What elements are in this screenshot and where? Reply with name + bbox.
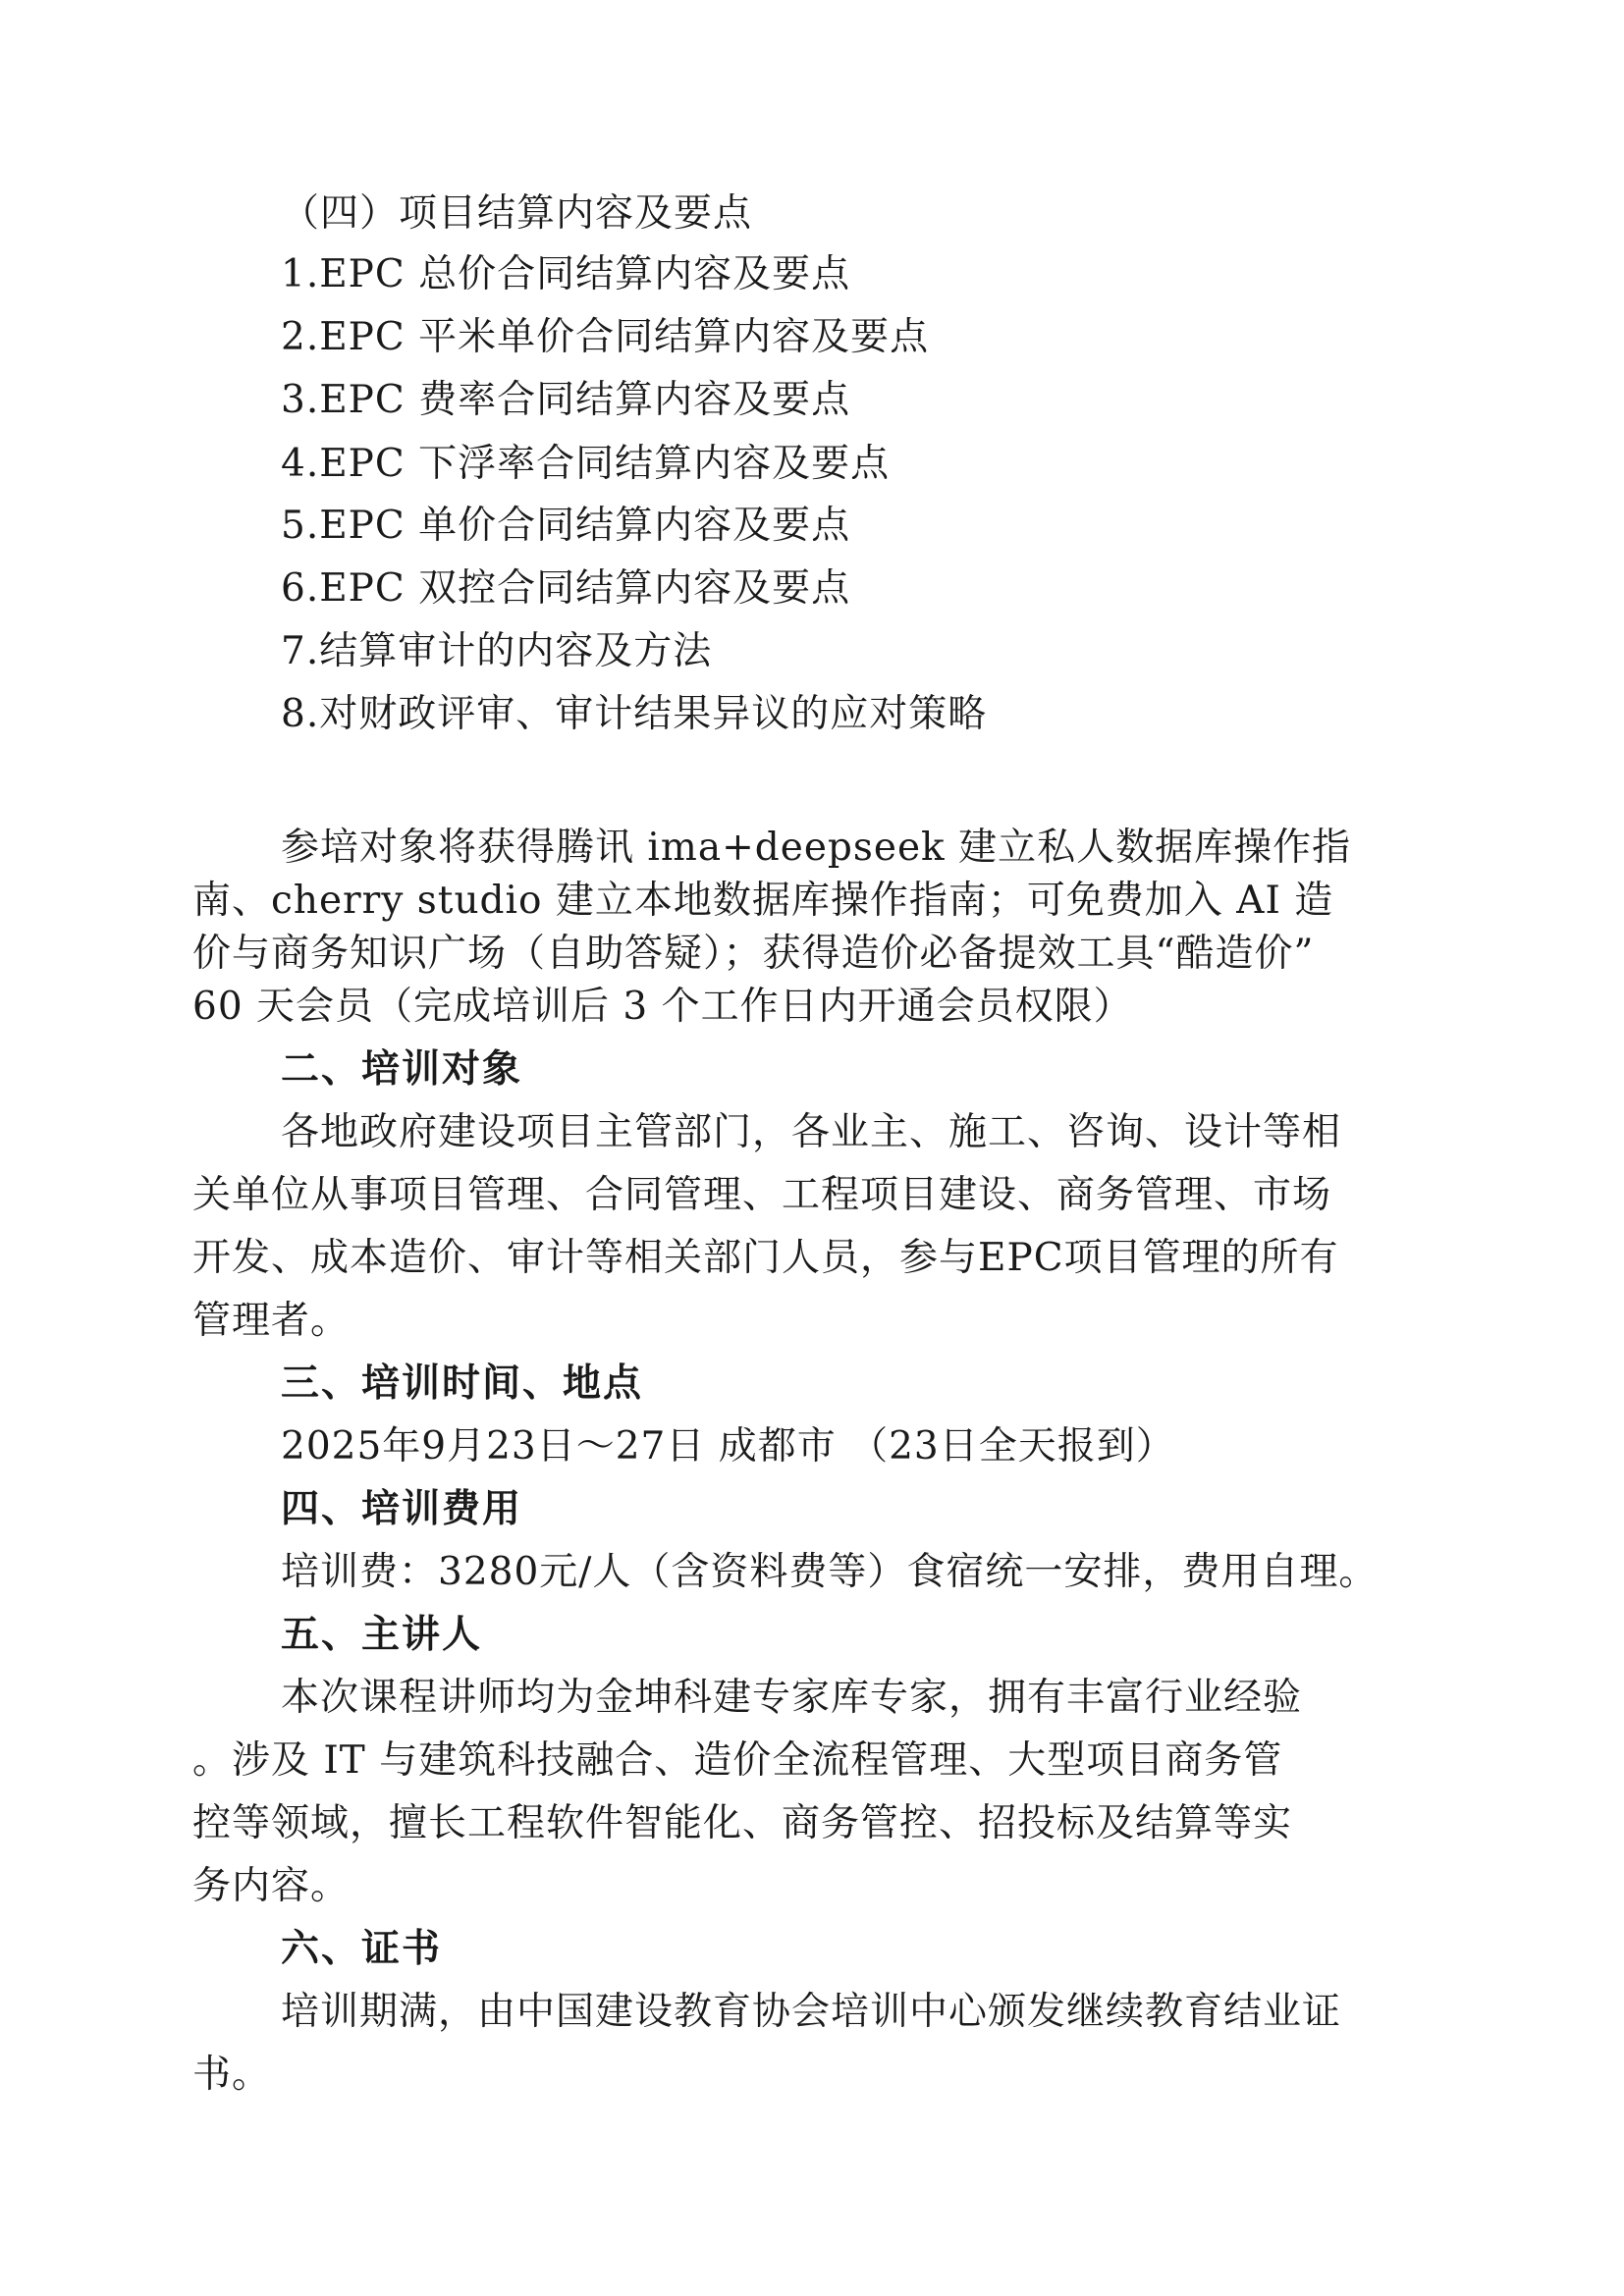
paragraph-line: 控等领域，擅长工程软件智能化、商务管控、招投标及结算等实 <box>192 1801 1293 1845</box>
paragraph-line: 管理者。 <box>192 1299 351 1343</box>
paragraph-line: 关单位从事项目管理、合同管理、工程项目建设、商务管理、市场 <box>192 1173 1332 1217</box>
list-item: 2.EPC 平米单价合同结算内容及要点 <box>281 315 930 359</box>
section-heading: 五、主讲人 <box>281 1613 483 1657</box>
paragraph-line: 参培对象将获得腾讯 ima+deepseek 建立私人数据库操作指 <box>281 826 1352 870</box>
section-heading: 二、培训对象 <box>281 1047 523 1092</box>
list-item: 4.EPC 下浮率合同结算内容及要点 <box>281 442 891 486</box>
schedule-text: 2025年9月23日～27日 成都市 （23日全天报到） <box>281 1424 1175 1468</box>
paragraph-line: 本次课程讲师均为金坤科建专家库专家，拥有丰富行业经验 <box>281 1676 1303 1720</box>
list-item: 5.EPC 单价合同结算内容及要点 <box>281 504 851 548</box>
paragraph-line: 60 天会员（完成培训后 3 个工作日内开通会员权限） <box>192 985 1133 1029</box>
paragraph-line: 各地政府建设项目主管部门，各业主、施工、咨询、设计等相 <box>281 1110 1342 1154</box>
list-item: 1.EPC 总价合同结算内容及要点 <box>281 252 851 296</box>
section-heading: 四、培训费用 <box>281 1487 523 1531</box>
paragraph-line: 南、cherry studio 建立本地数据库操作指南；可免费加入 AI 造 <box>192 879 1334 923</box>
list-item: 6.EPC 双控合同结算内容及要点 <box>281 566 851 611</box>
list-item: 8.对财政评审、审计结果异议的应对策略 <box>281 692 988 736</box>
section-heading: 三、培训时间、地点 <box>281 1362 644 1406</box>
paragraph-line: 务内容。 <box>192 1864 351 1908</box>
fee-text: 培训费：3280元/人（含资料费等）食宿统一安排，费用自理。 <box>281 1550 1379 1594</box>
section-title: （四）项目结算内容及要点 <box>281 191 753 236</box>
section-heading: 六、证书 <box>281 1927 443 1971</box>
list-item: 3.EPC 费率合同结算内容及要点 <box>281 378 851 422</box>
list-item: 7.结算审计的内容及方法 <box>281 629 713 673</box>
paragraph-line: 价与商务知识广场（自助答疑）；获得造价必备提效工具“酷造价” <box>192 932 1315 976</box>
paragraph-line: 书。 <box>192 2053 272 2097</box>
paragraph-line: 培训期满，由中国建设教育协会培训中心颁发继续教育结业证 <box>281 1990 1342 2034</box>
paragraph-line: 开发、成本造价、审计等相关部门人员，参与EPC项目管理的所有 <box>192 1236 1339 1280</box>
paragraph-line: 。涉及 IT 与建筑科技融合、造价全流程管理、大型项目商务管 <box>192 1738 1283 1783</box>
